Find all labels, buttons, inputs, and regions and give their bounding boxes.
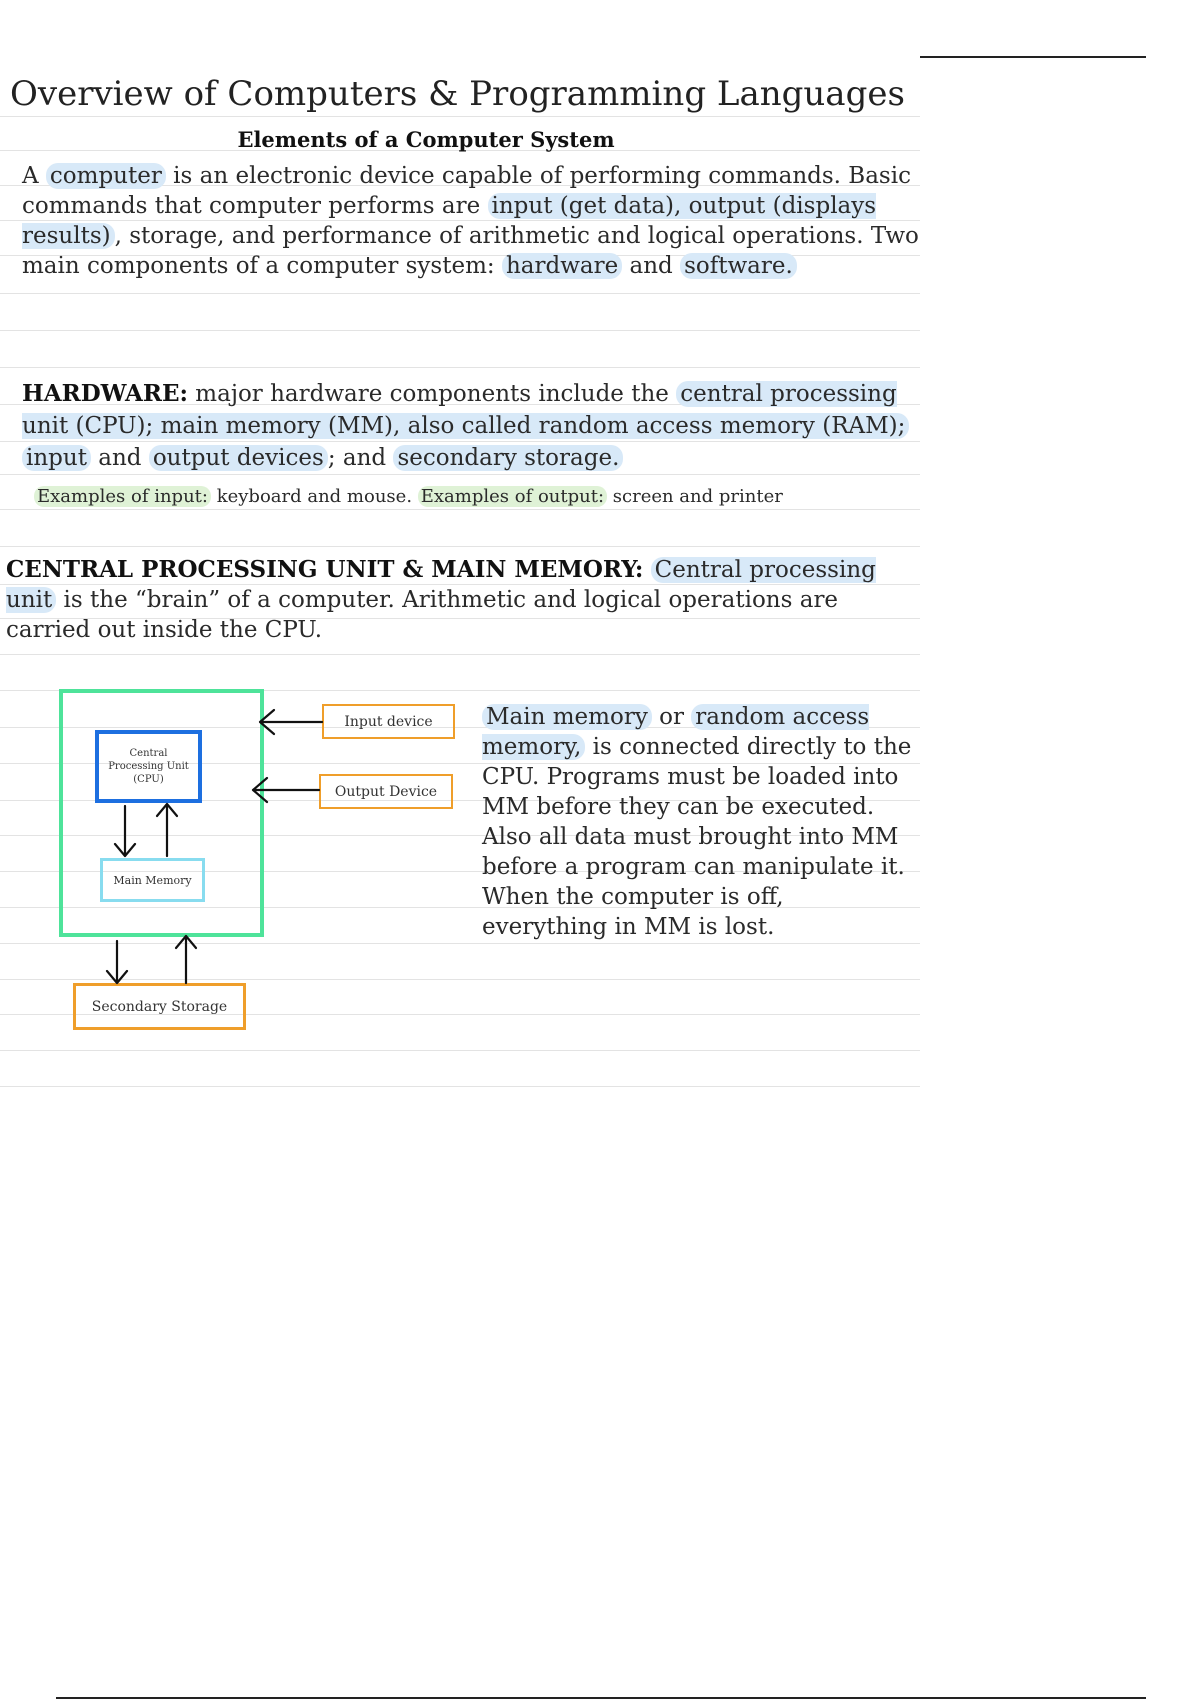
arrow-input-to-computer bbox=[260, 710, 322, 734]
intro-paragraph: A computer is an electronic device capable of performing commands. Basic commands that computer performs are input (get data), output (displays results) , storage, and performance of arithmetic and logical operations. Two main components of a computer system: hardware and software. bbox=[22, 163, 919, 279]
hardware-heading: HARDWARE: bbox=[22, 380, 188, 407]
term-hardware: hardware bbox=[502, 253, 622, 279]
term-computer: computer bbox=[46, 163, 166, 189]
term-software: software. bbox=[680, 253, 797, 279]
term-cpu-mm: central processing unit (CPU); main memory (MM), also called random access memory (RAM); bbox=[22, 381, 909, 439]
term-input-output: input (get data), output (displays results) bbox=[22, 193, 877, 249]
input-device-box: Input device bbox=[322, 704, 455, 739]
cpu-heading: CENTRAL PROCESSING UNIT & MAIN MEMORY: bbox=[6, 556, 644, 583]
hardware-paragraph: HARDWARE: major hardware components include the central processing unit (CPU); main memory (MM), also called random access memory (RAM); input and output devices ; and secondary storage. bbox=[22, 378, 927, 474]
term-main-memory: Main memory bbox=[482, 704, 652, 730]
cpu-paragraph: CENTRAL PROCESSING UNIT & MAIN MEMORY: Central processing unit is the “brain” of a computer. Arithmetic and logical operations are carried out inside the CPU. bbox=[6, 556, 876, 643]
examples-input-label: Examples of input: bbox=[34, 486, 211, 507]
examples-output-label: Examples of output: bbox=[418, 486, 607, 507]
output-device-box: Output Device bbox=[319, 774, 453, 809]
section-subtitle: Elements of a Computer System bbox=[237, 127, 615, 152]
term-central-processing-unit: Central processing unit bbox=[6, 557, 876, 613]
arrow-memory-to-cpu bbox=[157, 804, 177, 856]
examples-line: Examples of input: keyboard and mouse. Examples of output: screen and printer bbox=[34, 484, 924, 510]
memory-note: Main memory or random access memory, is connected directly to the CPU. Programs must be loaded into MM before they can be executed. Also all data must brought into MM before a program can manipulate it. When the computer is off, everything in MM is lost. bbox=[482, 704, 912, 940]
arrow-cpu-to-memory bbox=[115, 806, 135, 856]
arrow-computer-to-storage bbox=[107, 941, 127, 983]
arrow-storage-to-computer bbox=[176, 936, 196, 983]
cpu-box: Central Processing Unit (CPU) bbox=[95, 730, 202, 803]
term-random-access-memory: random access memory, bbox=[482, 704, 870, 760]
term-input: input bbox=[22, 445, 91, 471]
term-output-devices: output devices bbox=[149, 445, 328, 471]
page-title: Overview of Computers & Programming Languages bbox=[10, 74, 905, 114]
term-secondary-storage: secondary storage. bbox=[393, 445, 623, 471]
secondary-storage-box: Secondary Storage bbox=[73, 983, 246, 1030]
arrow-output-from-computer bbox=[253, 778, 319, 802]
main-memory-box: Main Memory bbox=[100, 858, 205, 902]
footer-rule bbox=[56, 1697, 1146, 1699]
